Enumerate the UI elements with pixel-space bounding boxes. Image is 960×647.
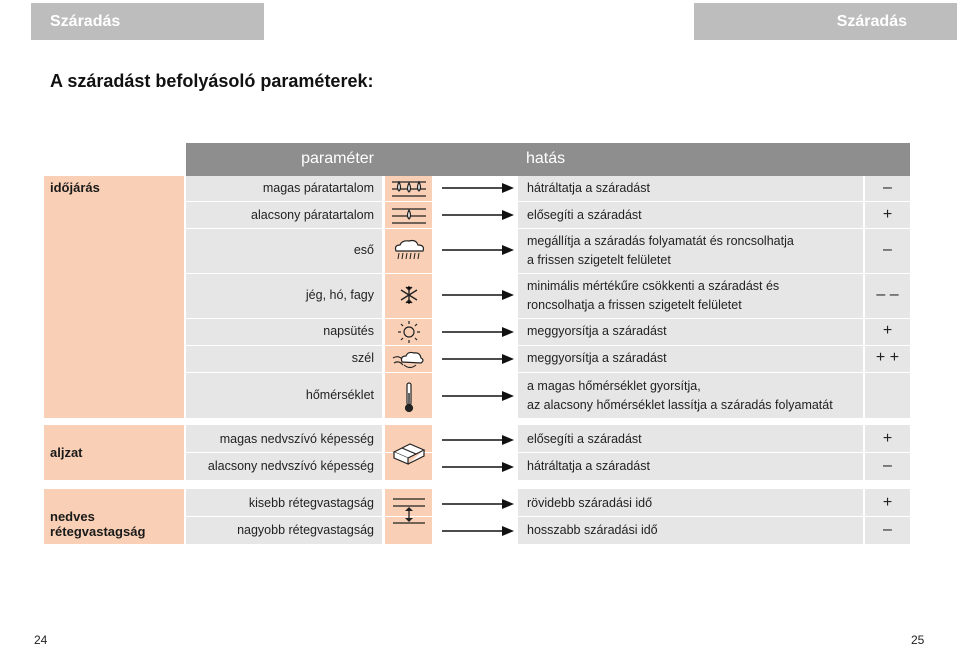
hatas-text: elősegíti a száradást bbox=[527, 208, 642, 222]
hatas-text: megállítja a száradás folyamatát és roncsolhatja a frissen szigetelt felületet bbox=[527, 234, 794, 267]
hatas-text: hátráltatja a száradást bbox=[527, 181, 650, 195]
wind-icon bbox=[390, 346, 428, 372]
hatas-text: meggyorsítja a száradást bbox=[527, 351, 667, 365]
row-divider bbox=[186, 228, 910, 229]
param-label: napsütés bbox=[323, 324, 374, 338]
category-idojaras: időjárás bbox=[44, 176, 184, 418]
column-header-param: paraméter bbox=[301, 150, 374, 167]
header-left: Száradás bbox=[31, 3, 264, 40]
layer-thickness-icon bbox=[390, 493, 428, 533]
category-reteg: nedves rétegvastagság bbox=[44, 489, 184, 544]
arrow-icon bbox=[442, 461, 514, 473]
row-divider bbox=[186, 516, 910, 517]
low-humidity-icon bbox=[390, 204, 428, 230]
param-label: kisebb rétegvastagság bbox=[248, 496, 374, 510]
arrow-icon bbox=[442, 434, 514, 446]
row-divider bbox=[186, 273, 910, 274]
arrow-icon bbox=[442, 209, 514, 221]
row-divider bbox=[186, 201, 910, 202]
hatas-text: elősegíti a száradást bbox=[527, 432, 642, 446]
effect-sign: – – bbox=[876, 286, 899, 303]
effect-sign: – bbox=[883, 179, 892, 196]
row-divider bbox=[186, 372, 910, 373]
param-label: magas páratartalom bbox=[262, 181, 374, 195]
hatas-text: meggyorsítja a száradást bbox=[527, 324, 667, 338]
param-label: jég, hó, fagy bbox=[305, 288, 374, 302]
param-label: eső bbox=[353, 243, 374, 257]
effect-sign: + bbox=[882, 494, 893, 511]
param-label: szél bbox=[351, 351, 374, 365]
header-right: Száradás bbox=[694, 3, 957, 40]
sun-icon bbox=[390, 319, 428, 345]
rain-icon bbox=[390, 237, 428, 263]
arrow-icon bbox=[442, 390, 514, 402]
effect-sign: – bbox=[883, 457, 892, 474]
effect-sign: + bbox=[882, 430, 893, 447]
param-label: nagyobb rétegvastagság bbox=[237, 523, 374, 537]
category-aljzat: aljzat bbox=[44, 425, 184, 480]
arrow-icon bbox=[442, 326, 514, 338]
effect-sign: + + bbox=[875, 349, 900, 366]
page-number-left: 24 bbox=[34, 633, 48, 647]
table-header bbox=[186, 143, 910, 176]
row-divider bbox=[186, 452, 910, 453]
page-title: A száradást befolyásoló paraméterek: bbox=[50, 71, 374, 91]
snowflake-icon bbox=[390, 282, 428, 308]
arrow-icon bbox=[442, 498, 514, 510]
effect-sign: – bbox=[883, 521, 892, 538]
row-divider bbox=[186, 345, 910, 346]
effect-sign: – bbox=[883, 241, 892, 258]
param-label: hőmérséklet bbox=[305, 388, 374, 402]
page-number-right: 25 bbox=[911, 633, 925, 647]
column-header-hatas: hatás bbox=[526, 150, 566, 167]
hatas-text: rövidebb száradási idő bbox=[527, 496, 653, 510]
effect-sign: + bbox=[882, 322, 893, 339]
hatas-text: hosszabb száradási idő bbox=[527, 523, 658, 537]
row-divider bbox=[186, 318, 910, 319]
hatas-text: minimális mértékűre csökkenti a száradást és roncsolhatja a frissen szigetelt felületet bbox=[527, 279, 780, 312]
brick-icon bbox=[390, 438, 428, 468]
param-label: alacsony nedvszívó képesség bbox=[207, 459, 374, 473]
arrow-icon bbox=[442, 244, 514, 256]
arrow-icon bbox=[442, 353, 514, 365]
param-label: magas nedvszívó képesség bbox=[219, 432, 374, 446]
arrow-icon bbox=[442, 289, 514, 301]
param-label: alacsony páratartalom bbox=[251, 208, 374, 222]
hatas-text: hátráltatja a száradást bbox=[527, 459, 650, 473]
hatas-text: a magas hőmérséklet gyorsítja, az alacsony hőmérséklet lassítja a száradás folyamatát bbox=[527, 379, 833, 412]
arrow-icon bbox=[442, 182, 514, 194]
thermometer-icon bbox=[390, 381, 428, 413]
high-humidity-icon bbox=[390, 177, 428, 203]
effect-sign: + bbox=[882, 206, 893, 223]
arrow-icon bbox=[442, 525, 514, 537]
